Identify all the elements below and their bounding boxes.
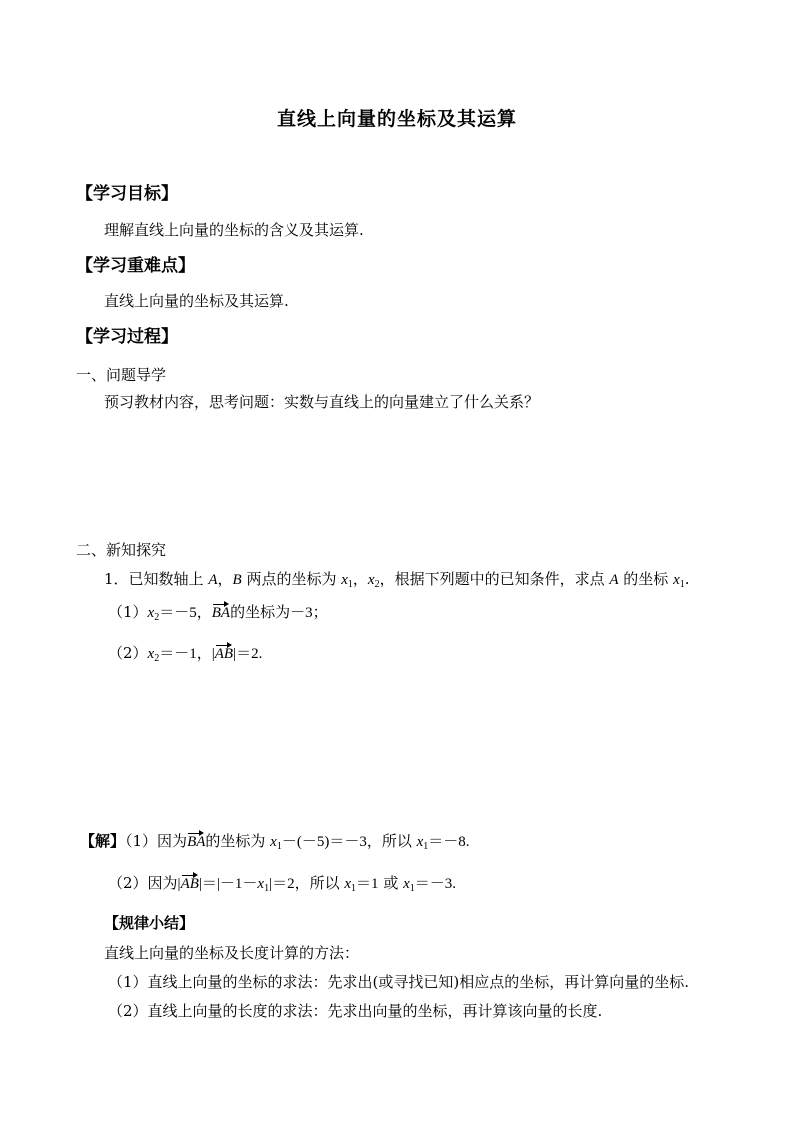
section-two-heading: 二、新知探究: [76, 541, 167, 559]
document-title: 直线上向量的坐标及其运算: [276, 108, 517, 130]
learning-goal-heading: 【学习目标】: [76, 184, 178, 204]
learning-process-heading: 【学习过程】: [76, 327, 178, 347]
section-one-heading: 一、问题导学: [76, 366, 167, 384]
summary-heading: 【规律小结】: [104, 914, 195, 932]
section-one-text: 预习教材内容，思考问题：实数与直线上的向量建立了什么关系？: [104, 393, 540, 411]
question-one-part-two: $(2)x_2=-1$，|AB|＝2.: [108, 644, 263, 664]
solution-part-one: 【解】（1）因为BA的坐标为 $x_1-(-5)=-3$，所以 $x_1=-8$.: [80, 832, 470, 852]
question-one-text: 1．已知数轴上 A，B 两点的坐标为 $x_1$，$x_2$，根据下列题中的已知条件，求点 A 的坐标 $x_1$.: [104, 570, 690, 590]
question-one-part-one: $(1)x_2=-5$，BA的坐标为－3；: [108, 603, 328, 623]
key-points-heading: 【学习重难点】: [76, 256, 195, 276]
key-points-text: 直线上向量的坐标及其运算.: [104, 292, 289, 310]
solution-part-two: （2）因为$|AB|=|-1-x_1|=2$，所以 $x_1=1$ 或 $x_1=-3$.: [108, 874, 457, 894]
learning-goal-text: 理解直线上向量的坐标的含义及其运算.: [104, 221, 364, 239]
summary-item-two: （2）直线上向量的长度的求法：先求出向量的坐标，再计算该向量的长度.: [108, 1002, 603, 1020]
summary-intro: 直线上向量的坐标及长度计算的方法：: [104, 944, 360, 962]
summary-item-one: （1）直线上向量的坐标的求法：先求出(或寻找已知)相应点的坐标，再计算向量的坐标.: [108, 973, 690, 991]
